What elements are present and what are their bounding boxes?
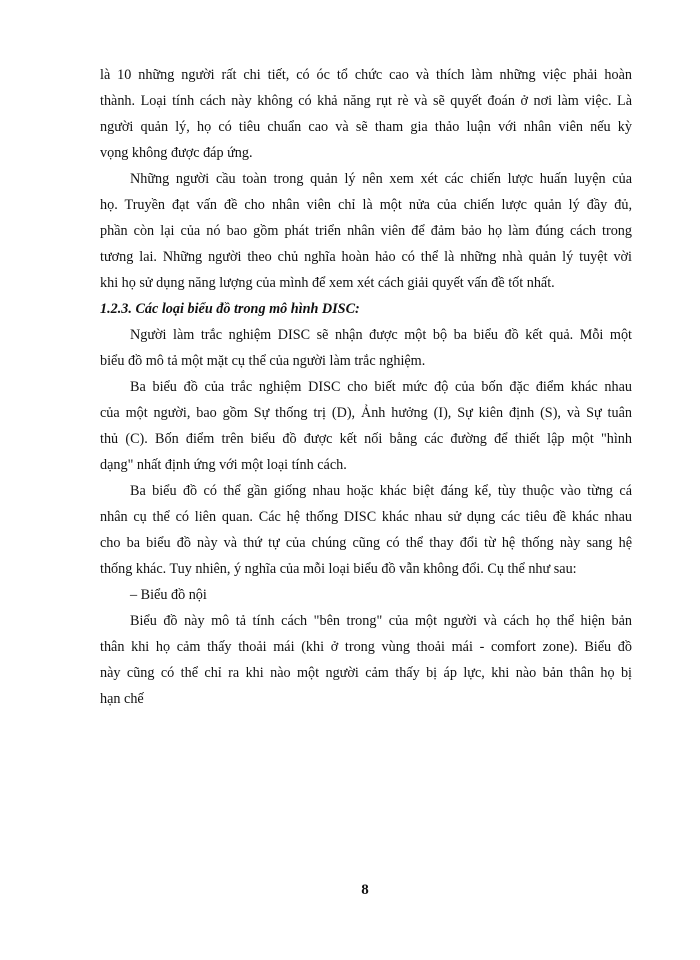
text-line: thành. Loại tính cách này không có khả năng rụt rè và sẽ quyết đoán ở nơi làm việc. Là — [100, 93, 632, 109]
text-line: của một người, bao gồm Sự thống trị (D), Ảnh hưởng (I), Sự kiên định (S), và Sự tuân — [100, 405, 632, 421]
paragraph — [100, 166, 632, 296]
paragraph — [100, 608, 632, 712]
text-line: phần còn lại của nó bao gồm phát triển nhân viên để đảm bảo họ làm đúng cách trong — [100, 223, 632, 239]
text-line: tương lai. Những người theo chủ nghĩa hoàn hảo có thể là những nhà quản lý tuyệt vời — [100, 249, 632, 265]
document-body — [100, 62, 632, 712]
text-line: này cũng có thể chỉ ra khi nào một người cảm thấy bị áp lực, khi nào bản thân họ bị — [100, 665, 632, 681]
text-line: Những người cầu toàn trong quản lý nên xem xét các chiến lược huấn luyện của — [130, 171, 632, 187]
text-line: thủ (C). Bốn điểm trên biểu đồ được kết nối bằng các đường để thiết lập một "hình — [100, 431, 632, 447]
text-line: nhân cụ thể có liên quan. Các hệ thống DISC khác nhau sử dụng các tiêu đề khác nhau — [100, 509, 632, 525]
text-line: họ. Truyền đạt vấn đề cho nhân viên chỉ là một nửa của chiến lược quản lý đầy đủ, — [100, 197, 632, 213]
text-line: Biểu đồ này mô tả tính cách "bên trong" của một người và cách họ thể hiện bản — [130, 613, 632, 629]
text-line: Ba biểu đồ có thể gần giống nhau hoặc khác biệt đáng kể, tùy thuộc vào từng cá — [130, 483, 632, 499]
text-line: thân khi họ cảm thấy thoải mái (khi ở trong vùng thoải mái - comfort zone). Biểu đồ — [100, 639, 632, 655]
bullet-item: – Biểu đồ nội — [130, 587, 207, 603]
paragraph — [100, 374, 632, 478]
section-heading: 1.2.3. Các loại biểu đồ trong mô hình DISC: — [100, 301, 360, 317]
text-line: khi họ sử dụng năng lượng của mình để xem xét cách giải quyết vấn đề tốt nhất. — [100, 275, 555, 291]
text-line: Ba biểu đồ của trắc nghiệm DISC cho biết mức độ của bốn đặc điểm khác nhau — [130, 379, 632, 395]
text-line: người quản lý, họ có tiêu chuẩn cao và sẽ tham gia thảo luận với nhân viên nếu kỳ — [100, 119, 632, 135]
text-line: biểu đồ mô tả một mặt cụ thể của người làm trắc nghiệm. — [100, 353, 426, 369]
page-number: 8 — [361, 882, 369, 898]
text-line: dạng" nhất định ứng với một loại tính cách. — [100, 457, 347, 473]
text-line: thống khác. Tuy nhiên, ý nghĩa của mỗi loại biểu đồ vẫn không đổi. Cụ thể như sau: — [100, 561, 577, 577]
paragraph — [100, 478, 632, 582]
text-line: Người làm trắc nghiệm DISC sẽ nhận được một bộ ba biểu đồ kết quả. Mỗi một — [130, 327, 632, 343]
paragraph — [100, 62, 632, 166]
text-line: vọng không được đáp ứng. — [100, 145, 253, 161]
text-line: hạn chế — [100, 691, 144, 707]
paragraph — [100, 322, 632, 374]
text-line: cho ba biểu đồ này và thứ tự của chúng cũng có thể thay đổi từ hệ thống này sang hệ — [100, 535, 632, 551]
text-line: là 10 những người rất chi tiết, có óc tổ chức cao và thích làm những việc phải hoàn — [100, 67, 632, 83]
